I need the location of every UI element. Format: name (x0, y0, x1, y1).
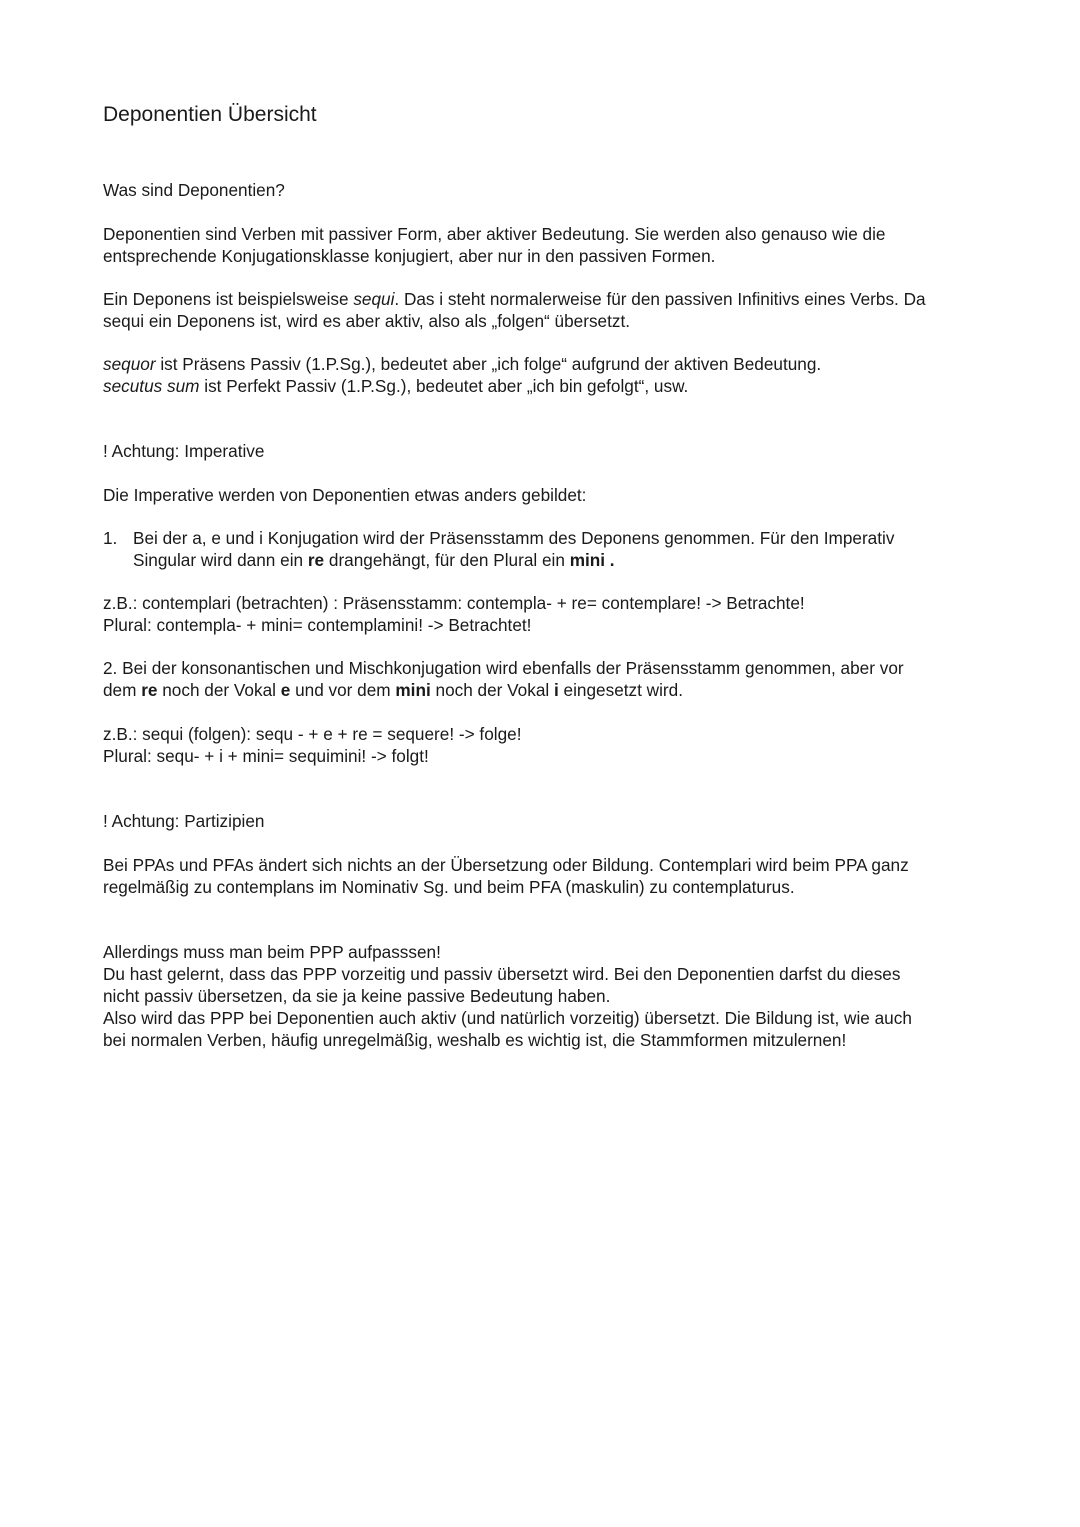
paragraph-example-sequi (103, 288, 983, 332)
bold-term: e (280, 680, 291, 700)
text-line (133, 549, 983, 571)
text-span: ist Präsens Passiv (1.P.Sg.), bedeutet aber „ich folge“ aufgrund der aktiven Bedeutung. (155, 354, 822, 374)
section-heading-definition: Was sind Deponentien? (103, 180, 285, 200)
text-line: bei normalen Verben, häufig unregelmäßig, weshalb es wichtig ist, die Stammformen mitzulernen! (103, 1030, 847, 1050)
text-line: Du hast gelernt, dass das PPP vorzeitig und passiv übersetzt wird. Bei den Deponentien darfst du dieses (103, 964, 901, 984)
text-span: dem (103, 680, 142, 700)
list-text (133, 527, 983, 571)
bold-term: i (554, 680, 559, 700)
text-span: drangehängt, für den Plural ein (324, 550, 570, 570)
example-sequi (103, 723, 983, 767)
page-title: Deponentien Übersicht (103, 103, 317, 126)
paragraph-consonant-conjugation (103, 657, 983, 701)
latin-term: sequi (353, 289, 395, 309)
text-line: z.B.: contemplari (betrachten) : Präsensstamm: contempla- + re= contemplare! -> Betrachte! (103, 593, 805, 613)
paragraph-forms (103, 353, 983, 397)
latin-term: sequor (103, 354, 156, 374)
section-heading-imperative: ! Achtung: Imperative (103, 441, 265, 461)
paragraph-ppp (103, 941, 983, 1051)
text-line: nicht passiv übersetzen, da sie ja keine passive Bedeutung haben. (103, 986, 611, 1006)
list-item-1 (103, 527, 983, 571)
text-span: ist Perfekt Passiv (1.P.Sg.), bedeutet aber „ich bin gefolgt“, usw. (199, 376, 689, 396)
bold-term: re (141, 680, 158, 700)
bold-term: re (307, 550, 325, 570)
text-line: Allerdings muss man beim PPP aufpasssen! (103, 942, 441, 962)
text-line (103, 375, 983, 397)
text-line: Bei PPAs und PFAs ändert sich nichts an der Übersetzung oder Bildung. Contemplari wird beim PPA ganz (103, 855, 909, 875)
text-line: z.B.: sequi (folgen): sequ - + e + re = sequere! -> folge! (103, 724, 522, 744)
text-span: eingesetzt wird. (558, 680, 683, 700)
text-line (103, 288, 983, 310)
text-span: und vor dem (290, 680, 396, 700)
text-line (103, 679, 983, 701)
imperative-lead: Die Imperative werden von Deponentien etwas anders gebildet: (103, 485, 587, 505)
bold-term: mini . (569, 550, 615, 570)
text-span: noch der Vokal (430, 680, 554, 700)
text-line: entsprechende Konjugationsklasse konjugiert, aber nur in den passiven Formen. (103, 246, 716, 266)
section-heading-participles: ! Achtung: Partizipien (103, 811, 265, 831)
text-line: regelmäßig zu contemplans im Nominativ Sg. und beim PFA (maskulin) zu contemplaturus. (103, 877, 795, 897)
text-line: Bei der a, e und i Konjugation wird der Präsensstamm des Deponens genommen. Für den Imperativ (133, 528, 895, 548)
latin-term: secutus sum (103, 376, 200, 396)
text-span: . Das i steht normalerweise für den passiven Infinitivs eines Verbs. Da (394, 289, 926, 309)
paragraph-ppa-pfa (103, 854, 983, 898)
text-line: 2. Bei der konsonantischen und Mischkonjugation wird ebenfalls der Präsensstamm genommen, aber vor (103, 658, 904, 678)
text-line: Deponentien sind Verben mit passiver Form, aber aktiver Bedeutung. Sie werden also genauso wie die (103, 224, 886, 244)
text-line: Plural: sequ- + i + mini= sequimini! -> folgt! (103, 746, 429, 766)
text-span: Ein Deponens ist beispielsweise (103, 289, 354, 309)
bold-term: mini (395, 680, 431, 700)
text-line (103, 353, 983, 375)
text-line: Plural: contempla- + mini= contemplamini! -> Betrachtet! (103, 615, 532, 635)
text-span: Singular wird dann ein (133, 550, 308, 570)
list-number: 1. (103, 528, 118, 548)
paragraph-definition (103, 223, 983, 267)
text-line: sequi ein Deponens ist, wird es aber aktiv, also als „folgen“ übersetzt. (103, 311, 631, 331)
example-contemplari (103, 592, 983, 636)
text-span: noch der Vokal (157, 680, 281, 700)
text-line: Also wird das PPP bei Deponentien auch aktiv (und natürlich vorzeitig) übersetzt. Die Bildung ist, wie auch (103, 1008, 912, 1028)
